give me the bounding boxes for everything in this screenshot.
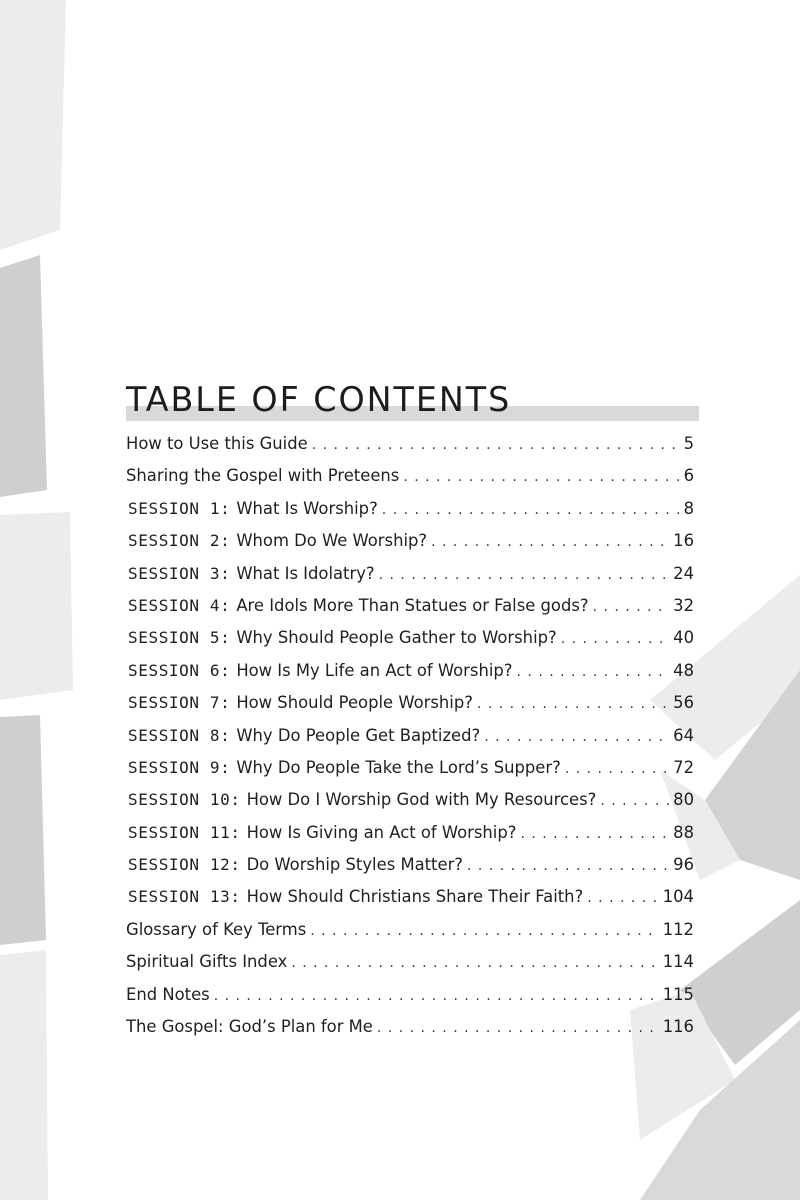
session-label: SESSION 10: (128, 790, 241, 810)
toc-entry-title: Whom Do We Worship? (236, 531, 428, 551)
dot-leader (477, 696, 669, 712)
toc-entry-title: How Do I Worship God with My Resources? (246, 790, 597, 810)
toc-entry[interactable] (126, 499, 694, 531)
dot-leader (382, 502, 680, 518)
session-label: SESSION 11: (128, 822, 241, 842)
toc-page-number: 56 (673, 693, 694, 713)
toc-entry[interactable] (126, 823, 694, 855)
session-label: SESSION 8: (128, 725, 231, 745)
toc-entry[interactable] (126, 596, 694, 628)
toc-entry[interactable] (126, 920, 694, 952)
page-title: TABLE OF CONTENTS (126, 380, 512, 420)
bg-tile-left-4 (0, 715, 46, 945)
dot-leader (291, 955, 658, 971)
toc-entry-title: How to Use this Guide (126, 434, 308, 453)
toc-page-number: 104 (662, 887, 694, 907)
toc-entry-title: How Is My Life an Act of Worship? (236, 660, 513, 680)
session-label: SESSION 6: (128, 660, 231, 680)
toc-entry-title: Why Should People Gather to Worship? (236, 628, 557, 648)
bg-tile-left-2 (0, 255, 47, 497)
dot-leader (565, 761, 669, 777)
bg-tile-left-1 (0, 0, 66, 250)
dot-leader (484, 729, 669, 745)
dot-leader (517, 664, 670, 680)
toc-page-number: 88 (673, 822, 694, 842)
dot-leader (587, 890, 658, 906)
dot-leader (377, 1020, 659, 1036)
toc-page-number: 64 (673, 725, 694, 745)
toc-entry-title: Are Idols More Than Statues or False gods? (236, 595, 589, 615)
session-label: SESSION 2: (128, 531, 231, 551)
toc-page-number: 24 (673, 563, 694, 583)
dot-leader (379, 567, 670, 583)
dot-leader (403, 469, 679, 485)
toc-entry-title: What Is Worship? (236, 498, 378, 518)
toc-page-number: 114 (662, 952, 694, 972)
dot-leader (593, 599, 670, 615)
toc-entry[interactable] (126, 531, 694, 563)
toc-entry-title: Sharing the Gospel with Preteens (126, 466, 400, 486)
toc-page-number: 6 (683, 466, 694, 486)
toc-entry[interactable] (126, 434, 694, 466)
toc-entry-title: Why Do People Take the Lord’s Supper? (236, 757, 561, 777)
dot-leader (431, 534, 669, 550)
bg-tile-left-5 (0, 950, 48, 1200)
toc-page-number: 8 (683, 498, 694, 518)
toc-entry[interactable] (126, 758, 694, 790)
toc-page-number: 116 (662, 1017, 694, 1037)
toc-entry[interactable] (126, 628, 694, 660)
toc-page-number: 72 (673, 757, 694, 777)
session-label: SESSION 7: (128, 693, 231, 713)
dot-leader (214, 988, 659, 1004)
toc-page-number: 96 (673, 855, 694, 875)
toc-entry-title: Glossary of Key Terms (126, 919, 307, 939)
session-label: SESSION 3: (128, 563, 231, 583)
dot-leader (520, 826, 669, 842)
session-label: SESSION 5: (128, 628, 231, 648)
toc-entry-title: How Should Christians Share Their Faith? (246, 887, 584, 907)
bg-tile-left-3 (0, 512, 73, 700)
toc-entry[interactable] (126, 887, 694, 919)
toc-page-number: 48 (673, 660, 694, 680)
toc-page-number: 112 (662, 919, 694, 939)
dot-leader (561, 631, 669, 647)
toc-entry-title: What Is Idolatry? (236, 563, 375, 583)
toc-entry[interactable] (126, 661, 694, 693)
toc-entry[interactable] (126, 985, 694, 1017)
toc-entry-title: The Gospel: God’s Plan for Me (126, 1017, 373, 1037)
toc-list (126, 434, 694, 1049)
toc-page-number: 32 (673, 595, 694, 615)
session-label: SESSION 9: (128, 757, 231, 777)
toc-entry-title: Why Do People Get Baptized? (236, 725, 481, 745)
toc-entry[interactable] (126, 855, 694, 887)
toc-page-number: 16 (673, 531, 694, 551)
toc-entry[interactable] (126, 1017, 694, 1049)
toc-entry-title: End Notes (126, 984, 210, 1004)
toc-entry-title: How Is Giving an Act of Worship? (246, 822, 517, 842)
toc-page-number: 115 (662, 984, 694, 1004)
toc-entry[interactable] (126, 726, 694, 758)
toc-entry[interactable] (126, 564, 694, 596)
session-label: SESSION 4: (128, 595, 231, 615)
toc-entry[interactable] (126, 466, 694, 498)
toc-entry-title: Do Worship Styles Matter? (246, 855, 464, 875)
toc-entry[interactable] (126, 952, 694, 984)
session-label: SESSION 13: (128, 887, 241, 907)
toc-entry-title: How Should People Worship? (236, 693, 473, 713)
toc-page-number: 40 (673, 628, 694, 648)
dot-leader (600, 793, 669, 809)
toc-entry[interactable] (126, 693, 694, 725)
session-label: SESSION 12: (128, 855, 241, 875)
toc-page-number: 5 (683, 434, 694, 453)
dot-leader (310, 923, 658, 939)
dot-leader (312, 437, 680, 453)
toc-entry-title: Spiritual Gifts Index (126, 952, 288, 972)
toc-page-number: 80 (673, 790, 694, 810)
dot-leader (467, 858, 669, 874)
toc-entry[interactable] (126, 790, 694, 822)
session-label: SESSION 1: (128, 498, 231, 518)
